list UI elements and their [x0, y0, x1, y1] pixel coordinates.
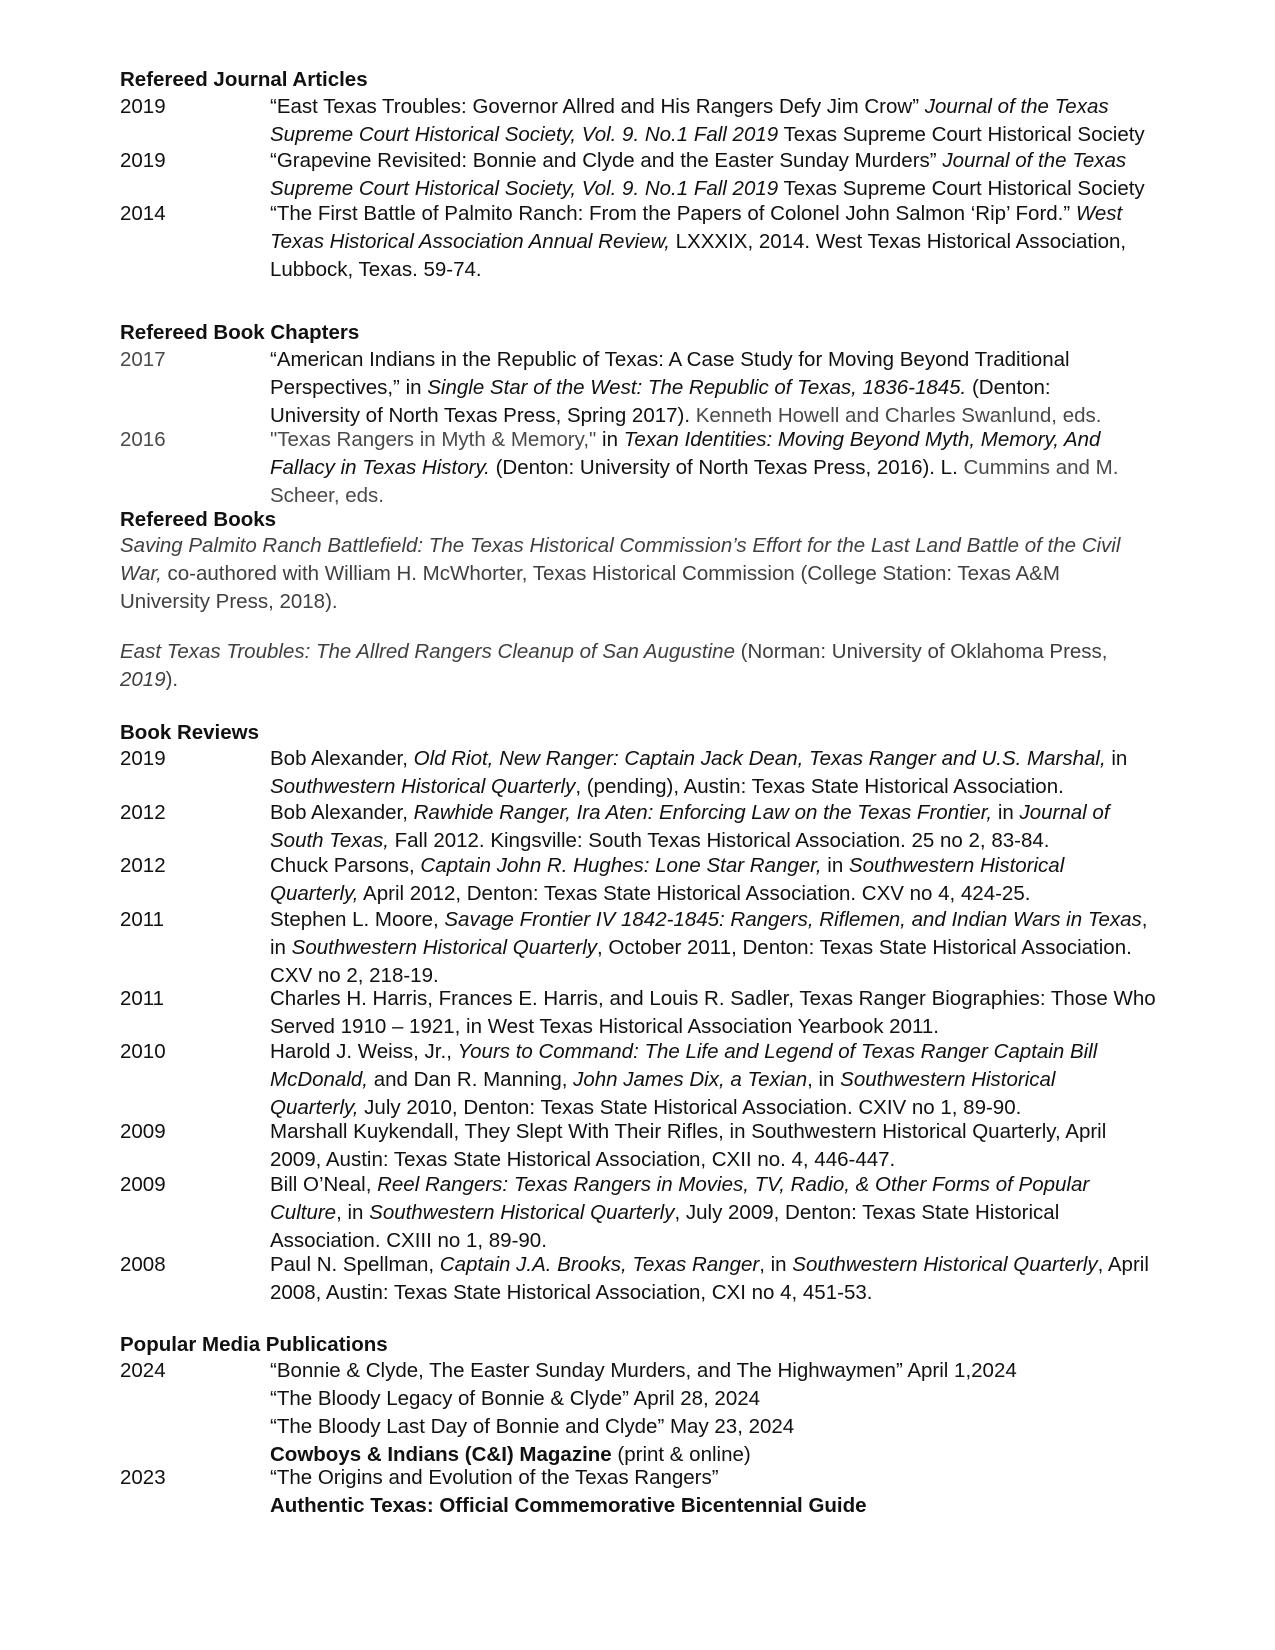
entry-text: Harold J. Weiss, Jr., Yours to Command: The Life and Legend of Texas Ranger Captain Bill McDonald, and Dan R. Manning, John James Dix, a Texian, in Southwestern Historical Quarterly, July 2010, Denton: Texas State Historical Association. CXIV no 1, 89-90. [270, 1040, 1098, 1119]
section-title-book-reviews: Book Reviews [120, 721, 259, 744]
entry-text: “The Origins and Evolution of the Texas Rangers” Authentic Texas: Official Commemorative Bicentennial Guide [270, 1466, 867, 1517]
entry-year: 2010 [120, 1040, 166, 1063]
entry-text: “Grapevine Revisited: Bonnie and Clyde and the Easter Sunday Murders” Journal of the Texas Supreme Court Historical Society, Vol. 9. No.1 Fall 2019 Texas Supreme Court Historical Society [270, 149, 1145, 200]
entry-text: “Bonnie & Clyde, The Easter Sunday Murders, and The Highwaymen” April 1,2024 “The Bloody Legacy of Bonnie & Clyde” April 28, 2024 “The Bloody Last Day of Bonnie and Clyde” May 23, 2024 Cowboys & Indians (C&I) Magazine (print & online) [270, 1359, 1017, 1466]
entry-year: 2024 [120, 1359, 166, 1382]
section-title-popular-media: Popular Media Publications [120, 1333, 388, 1356]
entry-year: 2009 [120, 1173, 166, 1196]
entry-year: 2011 [120, 987, 165, 1010]
entry-text: “The First Battle of Palmito Ranch: From the Papers of Colonel John Salmon ‘Rip’ Ford.” West Texas Historical Association Annual Review, LXXXIX, 2014. West Texas Historical Association, Lubbock, Texas. 59-74. [270, 202, 1127, 281]
entry-year: 2011 [120, 908, 165, 931]
entry-text: Chuck Parsons, Captain John R. Hughes: Lone Star Ranger, in Southwestern Historical Quarterly, April 2012, Denton: Texas State Historical Association. CXV no 4, 424-25. [270, 854, 1065, 905]
entry-year: 2019 [120, 747, 166, 770]
entry-year: 2012 [120, 854, 166, 877]
entry-year: 2019 [120, 95, 166, 118]
entry-year: 2017 [120, 348, 166, 371]
section-title-journal-articles: Refereed Journal Articles [120, 68, 368, 91]
entry-text: Charles H. Harris, Frances E. Harris, and Louis R. Sadler, Texas Ranger Biographies: Those Who Served 1910 – 1921, in West Texas Historical Association Yearbook 2011. [270, 987, 1156, 1038]
refereed-book-entry: Saving Palmito Ranch Battlefield: The Texas Historical Commission’s Effort for the Last Land Battle of the Civil War, co-authored with William H. McWhorter, Texas Historical Commission (College Station: Texas A&M University Press, 2018). [120, 534, 1121, 613]
entry-text: “American Indians in the Republic of Texas: A Case Study for Moving Beyond Traditional Perspectives,” in Single Star of the West: The Republic of Texas, 1836-1845. (Denton: University of North Texas Press, Spring 2017). Kenneth Howell and Charles Swanlund, eds. [270, 348, 1102, 427]
entry-text: "Texas Rangers in Myth & Memory," in Texan Identities: Moving Beyond Myth, Memory, And Fallacy in Texas History. (Denton: University of North Texas Press, 2016). L. Cummins and M. Scheer, eds. [270, 428, 1119, 507]
entry-year: 2008 [120, 1253, 166, 1276]
entry-text: Bob Alexander, Rawhide Ranger, Ira Aten: Enforcing Law on the Texas Frontier, in Journal of South Texas, Fall 2012. Kingsville: South Texas Historical Association. 25 no 2, 83-84. [270, 801, 1110, 852]
entry-year: 2016 [120, 428, 166, 451]
refereed-book-entry: East Texas Troubles: The Allred Rangers Cleanup of San Augustine (Norman: University of Oklahoma Press, 2019). [120, 640, 1108, 691]
entry-text: Marshall Kuykendall, They Slept With Their Rifles, in Southwestern Historical Quarterly, April 2009, Austin: Texas State Historical Association, CXII no. 4, 446-447. [270, 1120, 1107, 1171]
entry-text: Stephen L. Moore, Savage Frontier IV 1842-1845: Rangers, Riflemen, and Indian Wars in Texas, in Southwestern Historical Quarterly, October 2011, Denton: Texas State Historical Association. CXV no 2, 218-19. [270, 908, 1148, 987]
entry-text: Bob Alexander, Old Riot, New Ranger: Captain Jack Dean, Texas Ranger and U.S. Marshal, in Southwestern Historical Quarterly, (pending), Austin: Texas State Historical Association. [270, 747, 1128, 798]
entry-text: Paul N. Spellman, Captain J.A. Brooks, Texas Ranger, in Southwestern Historical Quarterly, April 2008, Austin: Texas State Historical Association, CXI no 4, 451-53. [270, 1253, 1149, 1304]
entry-text: Bill O’Neal, Reel Rangers: Texas Rangers in Movies, TV, Radio, & Other Forms of Popular Culture, in Southwestern Historical Quarterly, July 2009, Denton: Texas State Historical Association. CXIII no 1, 89-90. [270, 1173, 1090, 1252]
section-title-refereed-books: Refereed Books [120, 508, 277, 531]
entry-year: 2014 [120, 202, 166, 225]
entry-year: 2012 [120, 801, 166, 824]
entry-year: 2023 [120, 1466, 166, 1489]
section-title-book-chapters: Refereed Book Chapters [120, 321, 360, 344]
entry-text: “East Texas Troubles: Governor Allred and His Rangers Defy Jim Crow” Journal of the Texas Supreme Court Historical Society, Vol. 9. No.1 Fall 2019 Texas Supreme Court Historical Society [270, 95, 1145, 146]
entry-year: 2009 [120, 1120, 166, 1143]
entry-year: 2019 [120, 149, 166, 172]
